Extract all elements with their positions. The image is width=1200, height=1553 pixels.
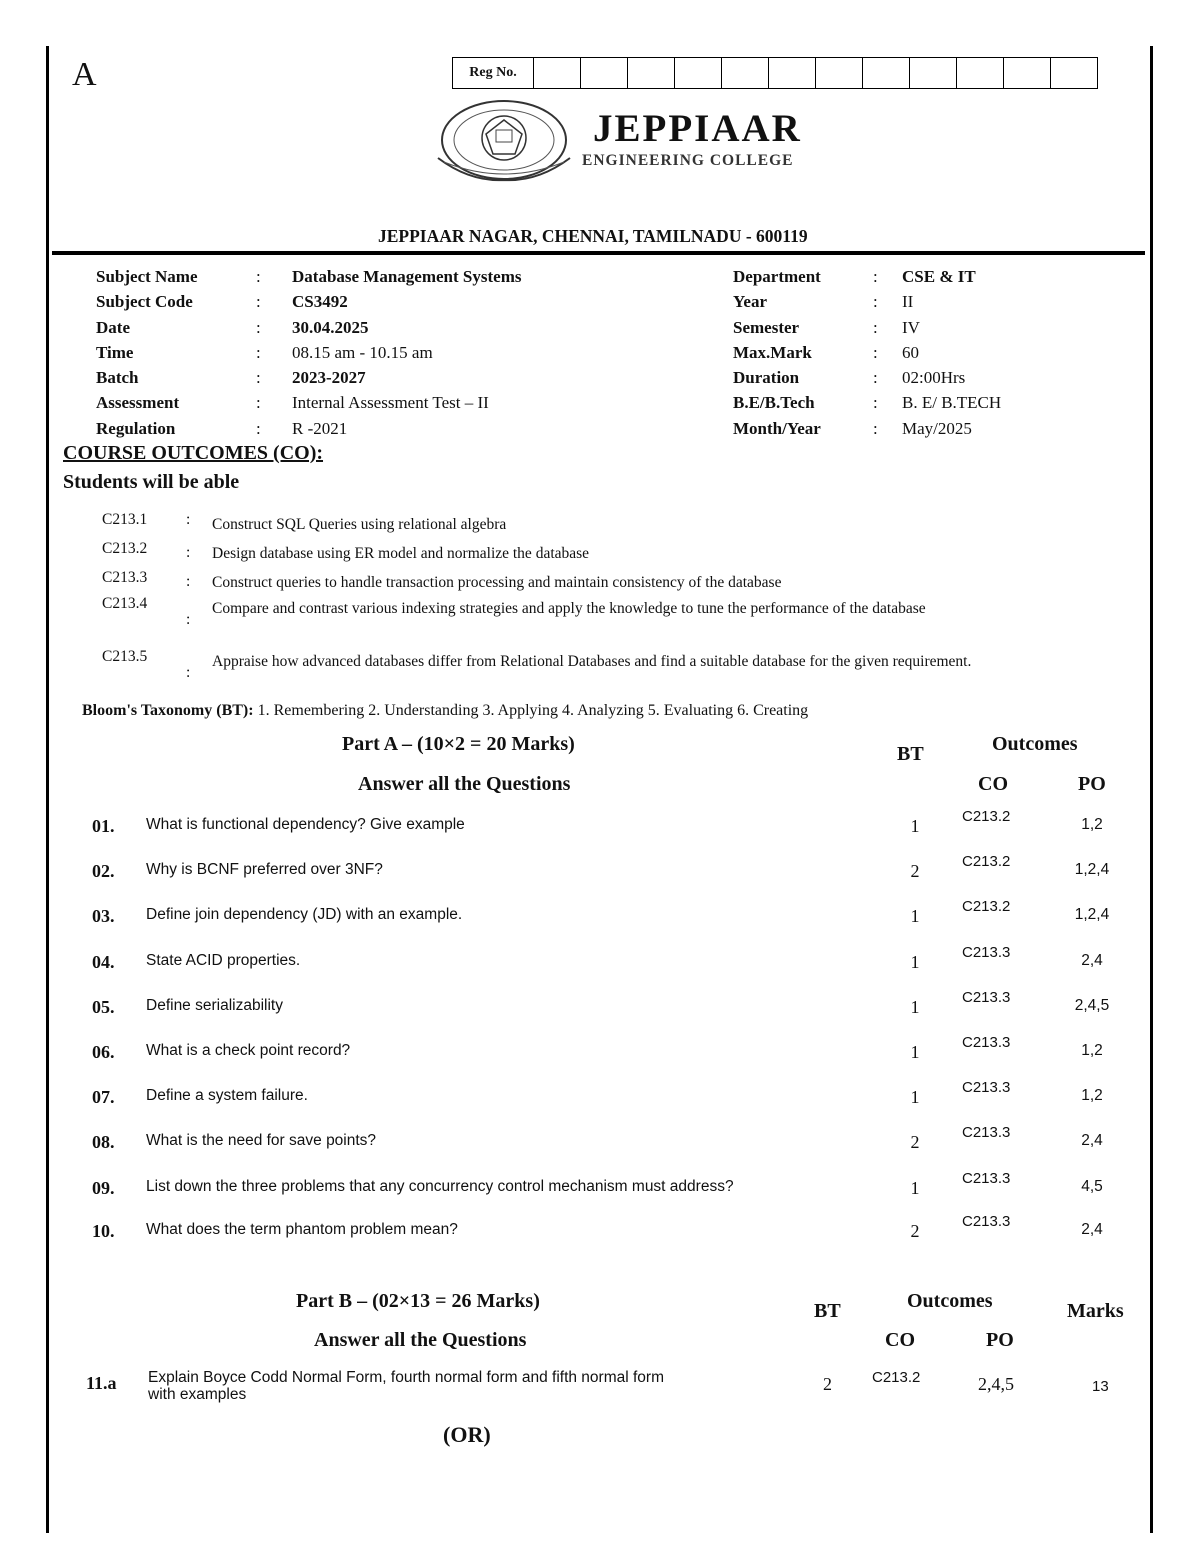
question-row bbox=[0, 808, 1200, 856]
question-po: 2,4,5 bbox=[978, 1374, 1014, 1394]
question-bt: 2 bbox=[910, 1221, 920, 1241]
co-colon: : bbox=[186, 573, 191, 590]
reg-no-digit[interactable] bbox=[1004, 58, 1051, 88]
question-number: 01. bbox=[92, 816, 115, 836]
part-b-instruction: Answer all the Questions bbox=[314, 1329, 527, 1351]
info-right bbox=[733, 264, 1001, 441]
info-value: 60 bbox=[902, 342, 919, 362]
reg-no-box bbox=[452, 57, 1098, 89]
question-po: 2,4 bbox=[1081, 1132, 1103, 1149]
info-label: Subject Code bbox=[96, 292, 193, 312]
info-value: B. E/ B.TECH bbox=[902, 393, 1002, 413]
co-id: C213.1 bbox=[102, 511, 148, 528]
question-number: 08. bbox=[92, 1132, 115, 1152]
part-a-co-header: CO bbox=[978, 773, 1008, 795]
question-co: C213.3 bbox=[962, 1213, 1011, 1230]
question-co: C213.2 bbox=[872, 1369, 921, 1386]
question-text: What is functional dependency? Give example bbox=[146, 816, 465, 833]
info-row bbox=[96, 365, 521, 390]
info-value: 30.04.2025 bbox=[292, 317, 369, 337]
question-row bbox=[0, 1034, 1200, 1082]
info-row bbox=[96, 315, 521, 340]
question-number: 06. bbox=[92, 1042, 115, 1062]
reg-no-digit[interactable] bbox=[910, 58, 957, 88]
reg-no-label: Reg No. bbox=[453, 58, 534, 88]
info-colon: : bbox=[873, 418, 878, 438]
info-colon: : bbox=[873, 317, 878, 337]
question-bt: 2 bbox=[823, 1374, 832, 1394]
blooms-taxonomy bbox=[82, 702, 808, 720]
info-value: R -2021 bbox=[292, 418, 348, 438]
question-number: 11.a bbox=[86, 1373, 117, 1393]
question-co: C213.3 bbox=[962, 1170, 1011, 1187]
co-colon: : bbox=[186, 544, 191, 561]
info-label: Month/Year bbox=[733, 418, 821, 438]
info-value: CS3492 bbox=[292, 292, 348, 312]
question-co: C213.3 bbox=[962, 1124, 1011, 1141]
question-marks: 13 bbox=[1092, 1378, 1109, 1395]
college-address: JEPPIAAR NAGAR, CHENNAI, TAMILNADU - 600119 bbox=[378, 226, 808, 246]
question-row bbox=[0, 1124, 1200, 1172]
question-po: 4,5 bbox=[1081, 1178, 1103, 1195]
question-text: What is the need for save points? bbox=[146, 1132, 377, 1149]
info-colon: : bbox=[873, 342, 878, 362]
question-text: Define join dependency (JD) with an example. bbox=[146, 906, 463, 923]
info-row bbox=[96, 340, 521, 365]
info-value: 2023-2027 bbox=[292, 368, 366, 388]
info-row bbox=[96, 416, 521, 441]
right-margin-line bbox=[1150, 46, 1153, 1533]
question-row bbox=[0, 989, 1200, 1037]
question-text: What does the term phantom problem mean? bbox=[146, 1221, 458, 1238]
info-label: Regulation bbox=[96, 418, 176, 438]
question-row bbox=[0, 1213, 1200, 1261]
part-a-po-header: PO bbox=[1078, 773, 1106, 795]
question-number: 04. bbox=[92, 952, 115, 972]
part-b-marks-header: Marks bbox=[1067, 1300, 1124, 1322]
question-co: C213.2 bbox=[962, 853, 1011, 870]
question-text: What is a check point record? bbox=[146, 1042, 351, 1059]
question-text-line1: Explain Boyce Codd Normal Form, fourth normal form and fifth normal form bbox=[148, 1369, 664, 1386]
question-text: List down the three problems that any concurrency control mechanism must address? bbox=[146, 1178, 734, 1195]
reg-no-digit[interactable] bbox=[957, 58, 1004, 88]
info-colon: : bbox=[256, 418, 261, 438]
college-logo-icon bbox=[430, 96, 578, 188]
set-label: A bbox=[72, 56, 97, 93]
reg-no-digit[interactable] bbox=[628, 58, 675, 88]
question-co: C213.3 bbox=[962, 989, 1011, 1006]
info-row bbox=[733, 416, 1001, 441]
question-number: 05. bbox=[92, 997, 115, 1017]
info-colon: : bbox=[256, 368, 261, 388]
reg-no-digit[interactable] bbox=[769, 58, 816, 88]
question-number: 02. bbox=[92, 861, 115, 881]
co-text: Compare and contrast various indexing strategies and apply the knowledge to tune the performance of the database bbox=[212, 600, 926, 617]
info-label: Time bbox=[96, 342, 134, 362]
co-colon: : bbox=[186, 611, 191, 628]
co-id: C213.2 bbox=[102, 540, 148, 557]
question-co: C213.3 bbox=[962, 1079, 1011, 1096]
info-row bbox=[96, 390, 521, 415]
question-text-line2: with examples bbox=[148, 1386, 247, 1403]
info-value: 08.15 am - 10.15 am bbox=[292, 342, 433, 362]
reg-no-digit[interactable] bbox=[863, 58, 910, 88]
co-text: Design database using ER model and normalize the database bbox=[212, 545, 590, 562]
question-row bbox=[0, 853, 1200, 901]
blooms-label: Bloom's Taxonomy (BT): bbox=[82, 702, 254, 719]
info-value: IV bbox=[902, 317, 920, 337]
info-row bbox=[733, 289, 1001, 314]
question-bt: 1 bbox=[910, 952, 920, 972]
info-row bbox=[733, 340, 1001, 365]
reg-no-digit[interactable] bbox=[722, 58, 769, 88]
question-bt: 2 bbox=[910, 861, 920, 881]
question-text: Why is BCNF preferred over 3NF? bbox=[146, 861, 383, 878]
info-value: 02:00Hrs bbox=[902, 368, 966, 388]
info-colon: : bbox=[873, 368, 878, 388]
info-row bbox=[96, 264, 521, 289]
info-row bbox=[96, 289, 521, 314]
college-subtitle: ENGINEERING COLLEGE bbox=[582, 152, 794, 169]
part-b-bt-header: BT bbox=[814, 1300, 841, 1322]
question-row bbox=[0, 898, 1200, 946]
info-label: Max.Mark bbox=[733, 342, 812, 362]
question-bt: 1 bbox=[910, 997, 920, 1017]
reg-no-digit[interactable] bbox=[534, 58, 581, 88]
question-text: Define a system failure. bbox=[146, 1087, 308, 1104]
question-po: 2,4,5 bbox=[1074, 997, 1110, 1014]
co-text: Construct queries to handle transaction processing and maintain consistency of the database bbox=[212, 574, 782, 591]
question-number: 03. bbox=[92, 906, 115, 926]
info-value: CSE & IT bbox=[902, 267, 976, 286]
question-po: 1,2,4 bbox=[1074, 906, 1110, 923]
reg-no-digit[interactable] bbox=[675, 58, 722, 88]
question-bt: 1 bbox=[910, 906, 920, 926]
info-value: Internal Assessment Test – II bbox=[292, 393, 489, 413]
info-colon: : bbox=[256, 292, 261, 312]
info-label: Department bbox=[733, 267, 821, 286]
info-colon: : bbox=[873, 292, 878, 312]
info-label: Subject Name bbox=[96, 267, 198, 286]
info-left bbox=[96, 264, 521, 441]
info-row bbox=[733, 315, 1001, 340]
question-text: State ACID properties. bbox=[146, 952, 301, 969]
question-row bbox=[0, 1079, 1200, 1127]
co-id: C213.3 bbox=[102, 569, 148, 586]
info-label: Year bbox=[733, 292, 767, 312]
info-label: Assessment bbox=[96, 393, 180, 413]
info-value: May/2025 bbox=[902, 418, 972, 438]
info-colon: : bbox=[256, 317, 261, 337]
question-co: C213.3 bbox=[962, 944, 1011, 961]
info-row bbox=[733, 390, 1001, 415]
question-po: 1,2 bbox=[1081, 1087, 1103, 1104]
question-bt: 1 bbox=[910, 1178, 920, 1198]
info-value: Database Management Systems bbox=[292, 267, 522, 286]
part-b-co-header: CO bbox=[885, 1329, 915, 1351]
info-colon: : bbox=[256, 342, 261, 362]
question-row bbox=[0, 1170, 1200, 1218]
course-outcomes-intro: Students will be able bbox=[63, 471, 240, 493]
header-divider bbox=[52, 251, 1145, 255]
info-label: B.E/B.Tech bbox=[733, 393, 815, 413]
part-a-outcomes-header: Outcomes bbox=[992, 733, 1078, 755]
info-colon: : bbox=[873, 393, 878, 413]
question-co: C213.2 bbox=[962, 808, 1011, 825]
info-colon: : bbox=[873, 267, 878, 286]
course-outcomes-heading: COURSE OUTCOMES (CO): bbox=[63, 442, 324, 464]
part-a-title: Part A – (10×2 = 20 Marks) bbox=[342, 733, 575, 755]
info-colon: : bbox=[256, 393, 261, 413]
reg-no-digit[interactable] bbox=[1051, 58, 1097, 88]
part-a-bt-header: BT bbox=[897, 743, 924, 765]
co-id: C213.5 bbox=[102, 648, 148, 665]
question-number: 09. bbox=[92, 1178, 115, 1198]
co-id: C213.4 bbox=[102, 595, 148, 612]
question-row bbox=[0, 944, 1200, 992]
reg-no-digit[interactable] bbox=[581, 58, 628, 88]
question-bt: 1 bbox=[910, 1087, 920, 1107]
question-bt: 1 bbox=[910, 1042, 920, 1062]
info-value: II bbox=[902, 292, 914, 312]
info-row bbox=[733, 365, 1001, 390]
question-co: C213.3 bbox=[962, 1034, 1011, 1051]
info-label: Batch bbox=[96, 368, 139, 388]
info-label: Semester bbox=[733, 317, 800, 337]
reg-no-digit[interactable] bbox=[816, 58, 863, 88]
info-colon: : bbox=[256, 267, 261, 286]
part-b-outcomes-header: Outcomes bbox=[907, 1290, 993, 1312]
left-margin-line bbox=[46, 46, 49, 1533]
part-b-title: Part B – (02×13 = 26 Marks) bbox=[296, 1290, 540, 1312]
question-text: Define serializability bbox=[146, 997, 283, 1014]
info-label: Date bbox=[96, 317, 130, 337]
question-co: C213.2 bbox=[962, 898, 1011, 915]
co-text: Construct SQL Queries using relational algebra bbox=[212, 516, 507, 533]
question-number: 10. bbox=[92, 1221, 115, 1241]
co-colon: : bbox=[186, 664, 191, 681]
question-po: 1,2,4 bbox=[1074, 861, 1110, 878]
blooms-text: 1. Remembering 2. Understanding 3. Applying 4. Analyzing 5. Evaluating 6. Creating bbox=[257, 702, 809, 719]
question-po: 2,4 bbox=[1081, 1221, 1103, 1238]
question-po: 1,2 bbox=[1081, 816, 1103, 833]
college-name: JEPPIAAR bbox=[593, 107, 802, 150]
question-po: 1,2 bbox=[1081, 1042, 1103, 1059]
info-row bbox=[733, 264, 1001, 289]
question-bt: 1 bbox=[910, 816, 920, 836]
question-number: 07. bbox=[92, 1087, 115, 1107]
or-label: (OR) bbox=[443, 1422, 491, 1447]
part-a-instruction: Answer all the Questions bbox=[358, 773, 571, 795]
question-po: 2,4 bbox=[1081, 952, 1103, 969]
part-b-po-header: PO bbox=[986, 1329, 1014, 1351]
question-bt: 2 bbox=[910, 1132, 920, 1152]
co-text: Appraise how advanced databases differ from Relational Databases and find a suitable database for the given requirement. bbox=[212, 653, 972, 670]
info-label: Duration bbox=[733, 368, 800, 388]
co-colon: : bbox=[186, 511, 191, 528]
